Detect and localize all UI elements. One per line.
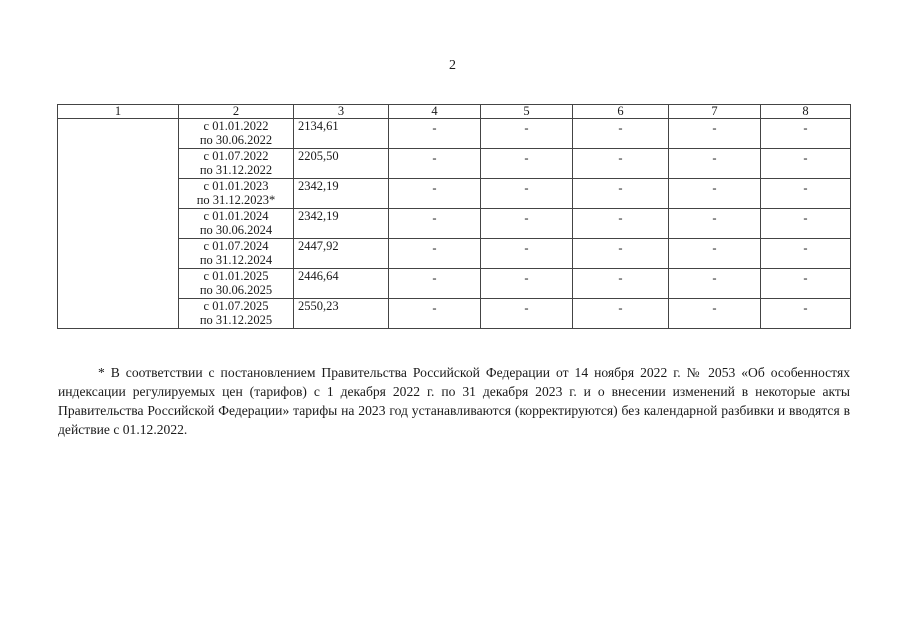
cell-col-8: - <box>761 239 851 269</box>
period-from: с 01.07.2022 <box>203 149 269 163</box>
column-header-8: 8 <box>761 105 851 119</box>
period-to: по 31.12.2022 <box>199 163 273 177</box>
period-cell <box>179 239 294 269</box>
period-from: с 01.07.2024 <box>203 239 269 253</box>
column-header-4: 4 <box>389 105 481 119</box>
cell-col-5: - <box>481 239 573 269</box>
cell-col-7: - <box>669 149 761 179</box>
column-header-7: 7 <box>669 105 761 119</box>
cell-col-6: - <box>573 269 669 299</box>
cell-col-6: - <box>573 119 669 149</box>
period-to: по 30.06.2024 <box>199 223 273 237</box>
cell-col-5: - <box>481 119 573 149</box>
table-row <box>58 119 851 149</box>
period-from: с 01.01.2025 <box>203 269 269 283</box>
cell-col-8: - <box>761 149 851 179</box>
cell-col-7: - <box>669 119 761 149</box>
cell-col-5: - <box>481 179 573 209</box>
cell-col-5: - <box>481 209 573 239</box>
cell-col-8: - <box>761 119 851 149</box>
cell-col-4: - <box>389 149 481 179</box>
cell-col-8: - <box>761 179 851 209</box>
page-number: 2 <box>449 58 456 73</box>
cell-col-5: - <box>481 269 573 299</box>
period-to: по 30.06.2022 <box>199 133 273 147</box>
merged-empty-cell <box>58 119 179 329</box>
cell-col-4: - <box>389 179 481 209</box>
tariff-value: 2205,50 <box>294 149 389 179</box>
period-cell <box>179 149 294 179</box>
cell-col-7: - <box>669 299 761 329</box>
period-to: по 30.06.2025 <box>199 283 273 297</box>
cell-col-6: - <box>573 179 669 209</box>
column-header-5: 5 <box>481 105 573 119</box>
column-header-1: 1 <box>58 105 179 119</box>
tariff-table <box>57 104 851 329</box>
tariff-value: 2342,19 <box>294 209 389 239</box>
column-header-6: 6 <box>573 105 669 119</box>
period-to: по 31.12.2024 <box>199 253 273 267</box>
tariff-value: 2550,23 <box>294 299 389 329</box>
table-header-row <box>58 105 851 119</box>
tariff-value: 2446,64 <box>294 269 389 299</box>
cell-col-6: - <box>573 299 669 329</box>
cell-col-4: - <box>389 299 481 329</box>
cell-col-7: - <box>669 179 761 209</box>
period-from: с 01.01.2022 <box>203 119 269 133</box>
period-cell <box>179 209 294 239</box>
period-from: с 01.07.2025 <box>203 299 269 313</box>
cell-col-4: - <box>389 119 481 149</box>
period-to: по 31.12.2025 <box>199 313 273 327</box>
period-cell <box>179 179 294 209</box>
cell-col-8: - <box>761 299 851 329</box>
tariff-value: 2134,61 <box>294 119 389 149</box>
period-cell <box>179 269 294 299</box>
cell-col-5: - <box>481 299 573 329</box>
column-header-2: 2 <box>179 105 294 119</box>
cell-col-4: - <box>389 209 481 239</box>
tariff-value: 2447,92 <box>294 239 389 269</box>
period-from: с 01.01.2024 <box>203 209 269 223</box>
period-cell <box>179 299 294 329</box>
cell-col-5: - <box>481 149 573 179</box>
column-header-3: 3 <box>294 105 389 119</box>
cell-col-7: - <box>669 269 761 299</box>
tariff-value: 2342,19 <box>294 179 389 209</box>
cell-col-7: - <box>669 239 761 269</box>
cell-col-4: - <box>389 269 481 299</box>
cell-col-4: - <box>389 239 481 269</box>
cell-col-8: - <box>761 269 851 299</box>
cell-col-6: - <box>573 239 669 269</box>
cell-col-7: - <box>669 209 761 239</box>
footnote: * В соответствии с постановлением Правительства Российской Федерации от 14 ноября 2022 г. № 2053 «Об особенностях индексации регулируемых цен (тарифов) с 1 декабря 2022 г. по 31 декабря 2023 г. и о внесении изменений в некоторые акты Правительства Российской Федерации» тарифы на 2023 год устанавливаются (корректируются) без календарной разбивки и вводятся в действие с 01.12.2022. <box>58 364 850 437</box>
cell-col-8: - <box>761 209 851 239</box>
period-from: с 01.01.2023 <box>203 179 269 193</box>
period-to: по 31.12.2023* <box>196 193 276 207</box>
cell-col-6: - <box>573 209 669 239</box>
cell-col-6: - <box>573 149 669 179</box>
period-cell <box>179 119 294 149</box>
